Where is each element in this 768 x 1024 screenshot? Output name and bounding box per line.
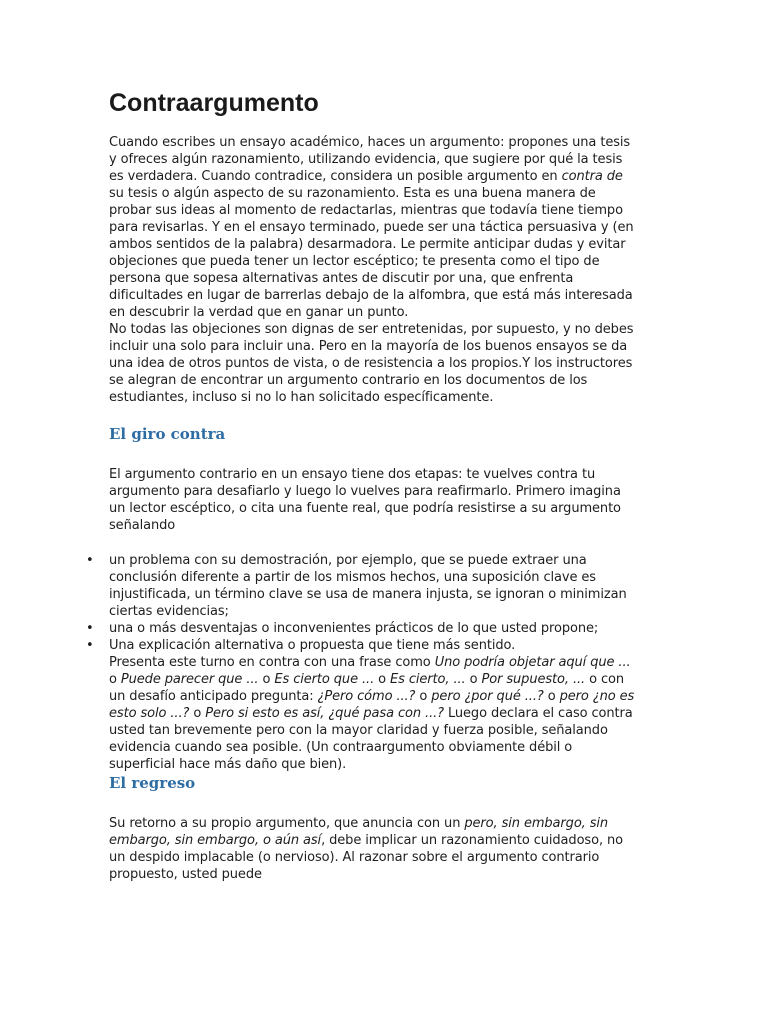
cont-text: o: [543, 689, 560, 704]
cont-emphasis: pero ¿por qué ...?: [431, 689, 544, 704]
cont-emphasis: Puede parecer que ...: [120, 672, 259, 687]
regreso-text: Su retorno a su propio argumento, que anuncia con un: [109, 816, 465, 831]
cont-text: o: [258, 672, 275, 687]
intro-emphasis: contra de: [561, 169, 623, 184]
cont-emphasis: Por supuesto, ...: [481, 672, 586, 687]
cont-emphasis: Es cierto, ...: [390, 672, 466, 687]
cont-emphasis: Uno podría objetar aquí que ...: [434, 655, 631, 670]
bullet-icon: •: [86, 553, 94, 568]
list-item: [86, 637, 639, 773]
continuation-text: [109, 655, 634, 772]
cont-text: o: [374, 672, 391, 687]
regreso-paragraph: [109, 815, 639, 883]
cont-text: Presenta este turno en contra con una frase como: [109, 655, 435, 670]
intro-text-a: Cuando escribes un ensayo académico, haces un argumento: propones una tesis y ofreces algún razonamiento, utilizando evidencia, que sugiere por qué la tesis es verdadera. Cuando contradice, considera un posible argumento en: [109, 135, 631, 184]
document-page: [86, 88, 639, 883]
list-item: [86, 620, 639, 637]
cont-emphasis: pero ¿no es esto solo ...?: [109, 689, 635, 721]
page-title: Contraargumento: [109, 89, 319, 117]
bullet-icon: •: [86, 638, 94, 653]
section-heading-regreso: El regreso: [109, 774, 196, 792]
cont-emphasis: Pero si esto es así, ¿qué pasa con ...?: [205, 706, 444, 721]
list-item-text: Una explicación alternativa o propuesta que tiene más sentido.: [109, 638, 516, 653]
cont-text: o: [465, 672, 482, 687]
regreso-emphasis: pero, sin embargo, sin embargo, sin embargo, o aún así: [109, 816, 609, 848]
objection-list: [86, 552, 639, 773]
cont-text: Luego declara el caso contra usted tan brevemente pero con la mayor claridad y fuerza posible, señalando evidencia cuando sea posible. (Un contraargumento obviamente débil o superficial hace más daño que bien).: [109, 706, 633, 772]
list-item: [86, 552, 639, 620]
list-item-text: un problema con su demostración, por ejemplo, que se puede extraer una conclusión diferente a partir de los mismos hechos, una suposición clave es injustificada, un término clave se usa de manera injusta, se ignoran o minimizan ciertas evidencias;: [109, 553, 627, 619]
cont-text: o: [189, 706, 206, 721]
section-heading-giro: El giro contra: [109, 425, 226, 443]
bullet-icon: •: [86, 621, 94, 636]
cont-emphasis: ¿Pero cómo ...?: [317, 689, 416, 704]
intro-paragraph-1: [109, 134, 639, 321]
list-item-text: una o más desventajas o inconvenientes prácticos de lo que usted propone;: [109, 621, 599, 636]
intro-paragraph-2: No todas las objeciones son dignas de ser entretenidas, por supuesto, y no debes incluir una solo para incluir una. Pero en la mayoría de los buenos ensayos se da una idea de otros puntos de vista, o de resistencia a los propios.Y los instructores se alegran de encontrar un argumento contrario en los documentos de los estudiantes, incluso si no lo han solicitado específicamente.: [109, 322, 634, 405]
cont-text: o con un desafío anticipado pregunta:: [109, 672, 625, 704]
cont-emphasis: Es cierto que ...: [274, 672, 375, 687]
cont-text: o: [415, 689, 432, 704]
cont-text: o: [109, 672, 121, 687]
regreso-text: , debe implicar un razonamiento cuidadoso, no un despido implacable (o nervioso). Al razonar sobre el argumento contrario propuesto, usted puede: [109, 833, 624, 882]
giro-paragraph: El argumento contrario en un ensayo tiene dos etapas: te vuelves contra tu argumento para desafiarlo y luego lo vuelves para reafirmarlo. Primero imagina un lector escéptico, o cita una fuente real, que podría resistirse a su argumento señalando: [109, 467, 621, 533]
intro-text-b: su tesis o algún aspecto de su razonamiento. Esta es una buena manera de probar sus ideas al momento de redactarlas, mientras que todavía tiene tiempo para revisarlas. Y en el ensayo terminado, puede ser una táctica persuasiva y (en ambos sentidos de la palabra) desarmadora. Le permite anticipar dudas y evitar objeciones que pueda tener un lector escéptico; te presenta como el tipo de persona que sopesa alternativas antes de discutir por una, que enfrenta dificultades en lugar de barrerlas debajo de la alfombra, que está más interesada en descubrir la verdad que en ganar un punto.: [109, 186, 634, 320]
